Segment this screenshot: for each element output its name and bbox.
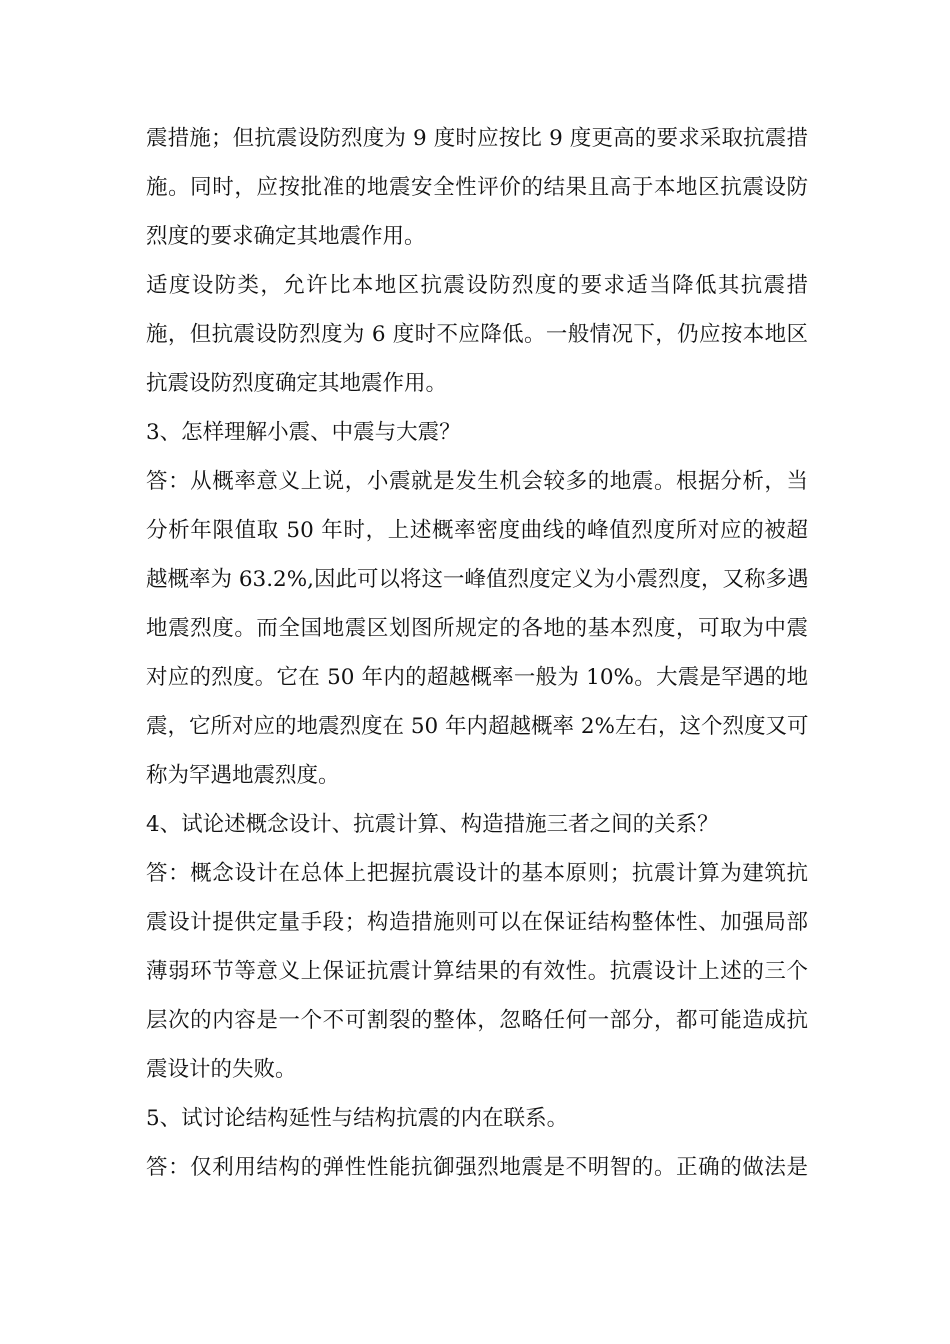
text-line: 适度设防类，允许比本地区抗震设防烈度的要求适当降低其抗震措: [146, 273, 808, 298]
text-line: 对应的烈度。它在 50 年内的超越概率一般为 10%。大震是罕遇的地: [146, 665, 808, 690]
text-line: 答：概念设计在总体上把握抗震设计的基本原则；抗震计算为建筑抗: [146, 861, 808, 886]
text-line: 答：从概率意义上说，小震就是发生机会较多的地震。根据分析，当: [146, 469, 808, 494]
text-line: 抗震设防烈度确定其地震作用。: [146, 371, 448, 396]
text-line: 震设计的失败。: [146, 1057, 297, 1082]
text-line: 越概率为 63.2%,因此可以将这一峰值烈度定义为小震烈度，又称多遇: [146, 567, 809, 592]
question-heading: 4、试论述概念设计、抗震计算、构造措施三者之间的关系？: [146, 812, 719, 837]
text-line: 称为罕遇地震烈度。: [146, 763, 340, 788]
text-line: 答：仅利用结构的弹性性能抗御强烈地震是不明智的。正确的做法是: [146, 1155, 808, 1180]
text-line: 震设计提供定量手段；构造措施则可以在保证结构整体性、加强局部: [146, 910, 808, 935]
question-heading: 3、怎样理解小震、中震与大震？: [146, 420, 461, 445]
text-line: 分析年限值取 50 年时，上述概率密度曲线的峰值烈度所对应的被超: [146, 518, 808, 543]
document-body: [146, 114, 808, 1192]
text-line: 薄弱环节等意义上保证抗震计算结果的有效性。抗震设计上述的三个: [146, 959, 808, 984]
text-line: 施。同时，应按批准的地震安全性评价的结果且高于本地区抗震设防: [146, 175, 808, 200]
text-line: 震措施；但抗震设防烈度为 9 度时应按比 9 度更高的要求采取抗震措: [146, 126, 808, 151]
text-line: 施，但抗震设防烈度为 6 度时不应降低。一般情况下，仍应按本地区: [146, 322, 808, 347]
text-line: 震，它所对应的地震烈度在 50 年内超越概率 2%左右，这个烈度又可: [146, 714, 809, 739]
question-heading: 5、试讨论结构延性与结构抗震的内在联系。: [146, 1106, 569, 1131]
text-line: 烈度的要求确定其地震作用。: [146, 224, 426, 249]
text-line: 地震烈度。而全国地震区划图所规定的各地的基本烈度，可取为中震: [146, 616, 808, 641]
text-line: 层次的内容是一个不可割裂的整体，忽略任何一部分，都可能造成抗: [146, 1008, 808, 1033]
